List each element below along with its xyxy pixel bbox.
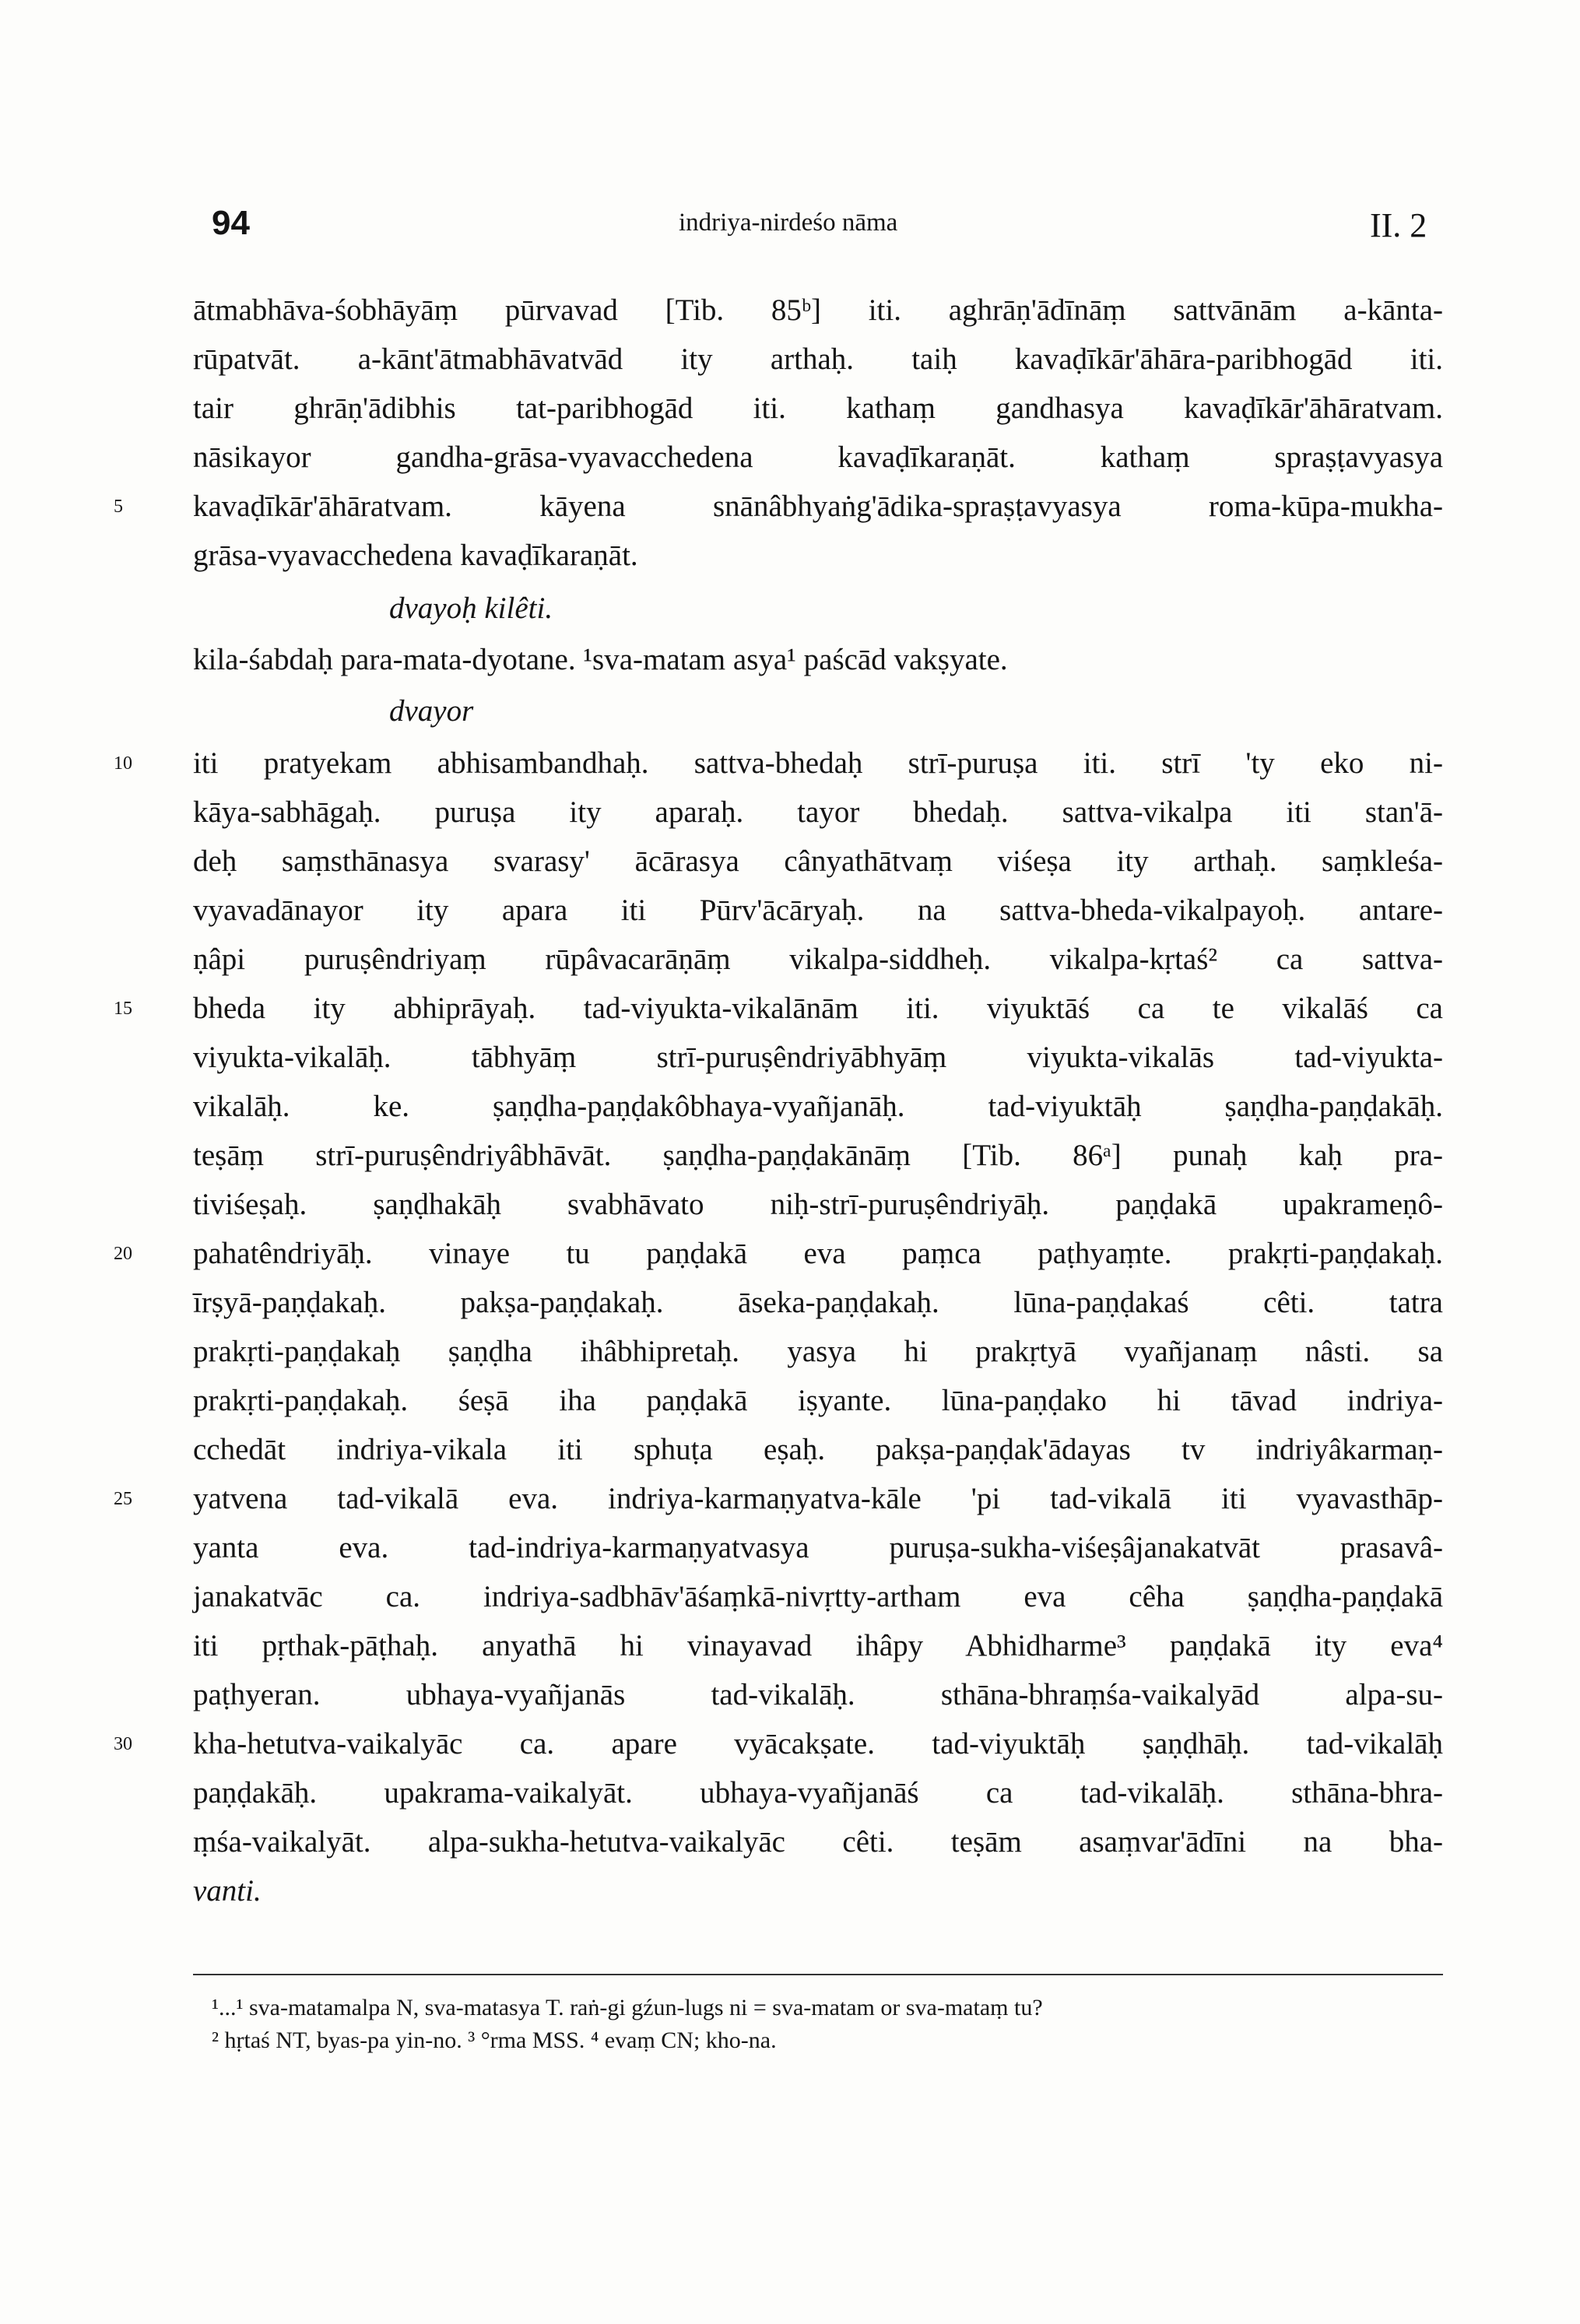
text-line: ātmabhāva-śobhāyāṃ pūrvavad [Tib. 85ᵇ] iti. aghrāṇ'ādīnāṃ sattvānām a-kānta- <box>193 293 1443 327</box>
verse-line: dvayoḥ kilêti. <box>389 592 553 625</box>
verse-line: dvayor <box>389 694 474 728</box>
text-line: īrṣyā-paṇḍakaḥ. pakṣa-paṇḍakaḥ. āseka-paṇḍakaḥ. lūna-paṇḍakaś cêti. tatra <box>193 1286 1443 1319</box>
text-line: rūpatvāt. a-kānt'ātmabhāvatvād ity arthaḥ. taiḥ kavaḍīkār'āhāra-paribhogād iti. <box>193 342 1443 376</box>
page-number: 94 <box>212 204 250 242</box>
line-number: 30 <box>114 1734 132 1754</box>
section-number: II. 2 <box>1370 206 1427 244</box>
text-line: paṭhyeran. ubhaya-vyañjanās tad-vikalāḥ. sthāna-bhraṃśa-vaikalyād alpa-su- <box>193 1678 1443 1711</box>
line-number: 20 <box>114 1244 132 1264</box>
text-line: prakṛti-paṇḍakaḥ ṣaṇḍha ihâbhipretaḥ. yasya hi prakṛtyā vyañjanaṃ nâsti. sa <box>193 1335 1443 1368</box>
line-number: 25 <box>114 1489 132 1509</box>
line-number: 5 <box>114 497 123 517</box>
text-line: tair ghrāṇ'ādibhis tat-paribhogād iti. kathaṃ gandhasya kavaḍīkār'āhāratvam. <box>193 391 1443 425</box>
text-line: paṇḍakāḥ. upakrama-vaikalyāt. ubhaya-vyañjanāś ca tad-vikalāḥ. sthāna-bhra- <box>193 1776 1443 1810</box>
text-line: yatvena tad-vikalā eva. indriya-karmaṇyatva-kāle 'pi tad-vikalā iti vyavasthāp- <box>193 1482 1443 1515</box>
text-line: viyukta-vikalāḥ. tābhyāṃ strī-puruṣêndriyābhyāṃ viyukta-vikalās tad-viyukta- <box>193 1041 1443 1074</box>
text-line: kila-śabdaḥ para-mata-dyotane. ¹sva-matam asya¹ paścād vakṣyate. <box>193 643 1008 676</box>
text-line: ṇâpi puruṣêndriyaṃ rūpâvacarāṇāṃ vikalpa-siddheḥ. vikalpa-kṛtaś² ca sattva- <box>193 943 1443 976</box>
text-line: ṃśa-vaikalyāt. alpa-sukha-hetutva-vaikalyāc cêti. teṣām asaṃvar'ādīni na bha- <box>193 1825 1443 1859</box>
text-line: kāya-sabhāgaḥ. puruṣa ity aparaḥ. tayor bhedaḥ. sattva-vikalpa iti stan'ā- <box>193 795 1443 829</box>
text-line: vanti. <box>193 1874 262 1908</box>
text-line: kavaḍīkār'āhāratvam. kāyena snānâbhyaṅg'ādika-spraṣṭavyasya roma-kūpa-mukha- <box>193 490 1443 523</box>
text-line: vikalāḥ. ke. ṣaṇḍha-paṇḍakôbhaya-vyañjanāḥ. tad-viyuktāḥ ṣaṇḍha-paṇḍakāḥ. <box>193 1090 1443 1123</box>
running-title: indriya-nirdeśo nāma <box>679 209 898 237</box>
page-header <box>0 0 1580 257</box>
text-line: tiviśeṣaḥ. ṣaṇḍhakāḥ svabhāvato niḥ-strī-puruṣêndriyāḥ. paṇḍakā upakrameṇô- <box>193 1188 1443 1221</box>
footnote-line: ² hṛtaś NT, byas-pa yin-no. ³ °rma MSS. ⁴ evaṃ CN; kho-na. <box>212 2027 777 2053</box>
line-number: 15 <box>114 999 132 1019</box>
footnote-divider <box>193 1974 1443 1975</box>
text-line: iti pratyekam abhisambandhaḥ. sattva-bhedaḥ strī-puruṣa iti. strī 'ty eko ni- <box>193 746 1443 780</box>
text-line: kha-hetutva-vaikalyāc ca. apare vyācakṣate. tad-viyuktāḥ ṣaṇḍhāḥ. tad-vikalāḥ <box>193 1727 1443 1761</box>
line-number: 10 <box>114 753 132 774</box>
footnote-line: ¹...¹ sva-matamalpa N, sva-matasya T. raṅ-gi gźun-lugs ni = sva-matam or sva-mataṃ tu? <box>212 1995 1043 2020</box>
text-line: janakatvāc ca. indriya-sadbhāv'āśaṃkā-nivṛtty-artham eva cêha ṣaṇḍha-paṇḍakā <box>193 1580 1443 1613</box>
text-line: yanta eva. tad-indriya-karmaṇyatvasya puruṣa-sukha-viśeṣâjanakatvāt prasavâ- <box>193 1531 1443 1564</box>
text-line: grāsa-vyavacchedena kavaḍīkaraṇāt. <box>193 539 638 572</box>
text-line: teṣāṃ strī-puruṣêndriyâbhāvāt. ṣaṇḍha-paṇḍakānāṃ [Tib. 86ᵃ] punaḥ kaḥ pra- <box>193 1139 1443 1172</box>
text-line: deḥ saṃsthānasya svarasy' ācārasya cânyathātvaṃ viśeṣa ity arthaḥ. saṃkleśa- <box>193 844 1443 878</box>
text-line: nāsikayor gandha-grāsa-vyavacchedena kavaḍīkaraṇāt. kathaṃ spraṣṭavyasya <box>193 441 1443 474</box>
text-line: iti pṛthak-pāṭhaḥ. anyathā hi vinayavad ihâpy Abhidharme³ paṇḍakā ity eva⁴ <box>193 1629 1443 1662</box>
text-line: cchedāt indriya-vikala iti sphuṭa eṣaḥ. pakṣa-paṇḍak'ādayas tv indriyâkarmaṇ- <box>193 1433 1443 1466</box>
text-line: vyavadānayor ity apara iti Pūrv'ācāryaḥ. na sattva-bheda-vikalpayoḥ. antare- <box>193 893 1443 927</box>
text-line: prakṛti-paṇḍakaḥ. śeṣā iha paṇḍakā iṣyante. lūna-paṇḍako hi tāvad indriya- <box>193 1384 1443 1417</box>
text-line: pahatêndriyāḥ. vinaye tu paṇḍakā eva paṃca paṭhyaṃte. prakṛti-paṇḍakaḥ. <box>193 1237 1443 1270</box>
text-line: bheda ity abhiprāyaḥ. tad-viyukta-vikalānām iti. viyuktāś ca te vikalāś ca <box>193 992 1443 1025</box>
